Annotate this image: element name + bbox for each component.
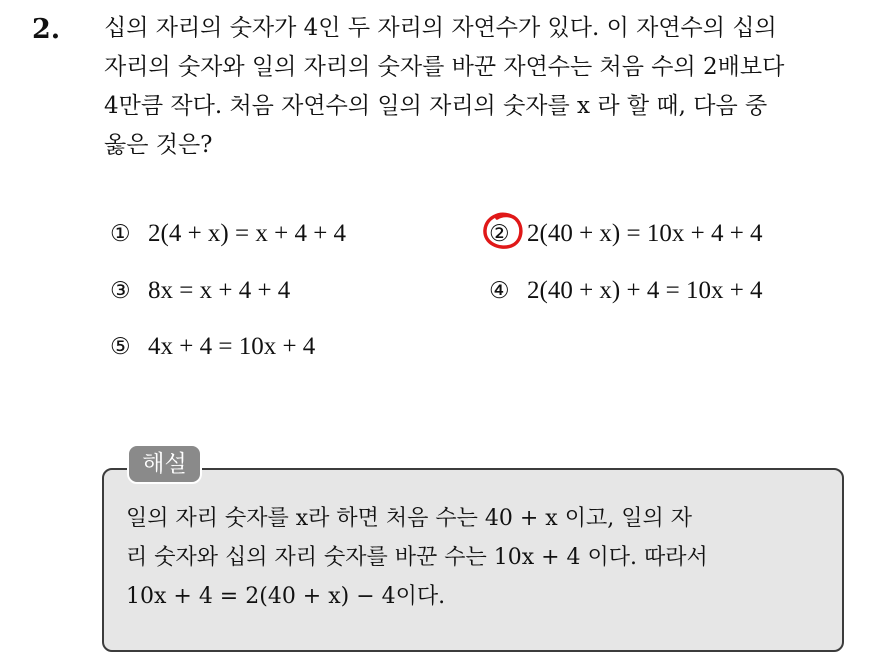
choice-number: ④ [489,278,510,304]
answer-circle-mark [481,210,525,252]
choice-number: ① [110,221,131,247]
choice-2[interactable] [489,218,763,250]
solution-line: 리 숫자와 십의 자리 숫자를 바꾼 수는 10x + 4 이다. 따라서 [126,545,708,570]
choice-1[interactable] [110,218,346,250]
choice-4[interactable] [489,275,763,307]
solution-line: 일의 자리 숫자를 x라 하면 처음 수는 40 + x 이고, 일의 자 [126,506,692,531]
choice-5[interactable] [110,331,315,363]
question-line: 자리의 숫자와 일의 자리의 숫자를 바꾼 자연수는 처음 수의 2배보다 [104,54,785,80]
choice-expression: 2(40 + x) + 4 = 10x + 4 [527,277,763,304]
choice-3[interactable] [110,275,290,307]
question-number: 2. [32,14,61,45]
choice-expression: 4x + 4 = 10x + 4 [148,333,316,360]
solution-line: 10x + 4 = 2(40 + x) − 4이다. [126,584,446,609]
choice-expression: 2(4 + x) = x + 4 + 4 [148,220,347,247]
choice-number: ② [489,221,510,247]
choice-number: ③ [110,278,131,304]
question-line: 4만큼 작다. 처음 자연수의 일의 자리의 숫자를 x 라 할 때, 다음 중 [104,93,768,119]
question-line: 십의 자리의 숫자가 4인 두 자리의 자연수가 있다. 이 자연수의 십의 [104,15,777,41]
choice-number: ⑤ [110,334,131,360]
choice-expression: 8x = x + 4 + 4 [148,277,291,304]
choice-expression: 2(40 + x) = 10x + 4 + 4 [527,220,763,247]
solution-text [126,499,826,616]
question-text [104,9,864,165]
question-line: 옳은 것은? [104,132,213,158]
solution-tag: 해설 [127,444,202,484]
